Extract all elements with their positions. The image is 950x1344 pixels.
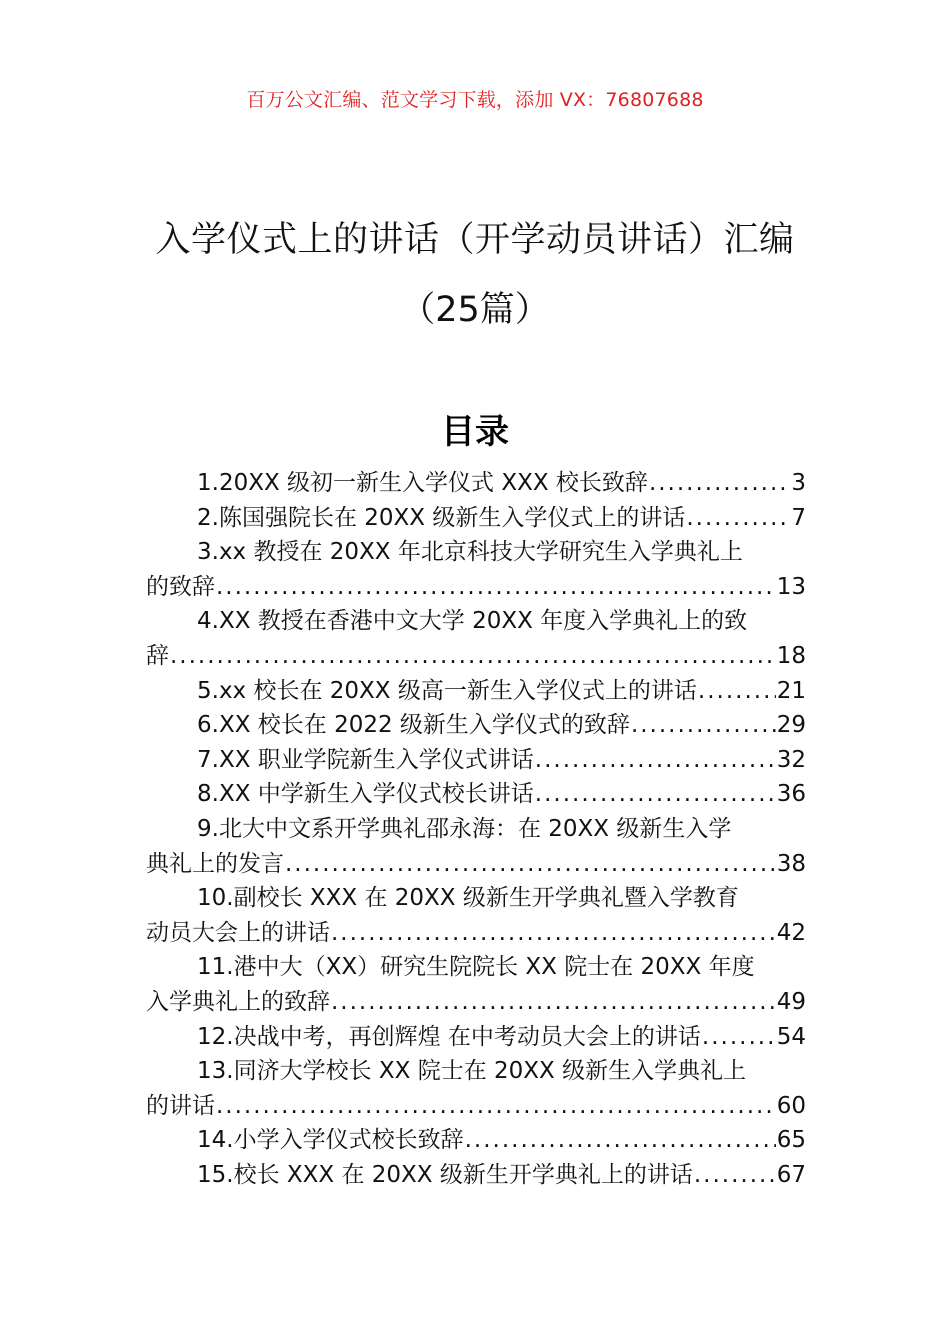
dot-leader	[702, 1020, 776, 1055]
dot-leader	[285, 847, 776, 882]
toc-entry-title: 8.XX 中学新生入学仪式校长讲话	[197, 781, 534, 808]
toc-entry[interactable]	[146, 812, 806, 881]
document-subtitle: （25篇）	[400, 290, 550, 330]
toc-page-number: 13	[776, 573, 806, 600]
toc-entry[interactable]	[146, 535, 806, 604]
toc-page-number: 36	[776, 781, 806, 808]
toc-entry-title: 10.副校长 XXX 在 20XX 级新生开学典礼暨入学教育	[197, 885, 739, 912]
toc-entry-title: 13.同济大学校长 XX 院士在 20XX 级新生入学典礼上	[197, 1058, 747, 1085]
toc-entry[interactable]	[146, 777, 806, 812]
toc-entry-title: 4.XX 教授在香港中文大学 20XX 年度入学典礼上的致	[197, 608, 748, 635]
toc-page-number: 3	[791, 470, 806, 496]
toc-entry[interactable]	[146, 743, 806, 778]
toc-entry[interactable]	[146, 1020, 806, 1055]
toc-entry-title: 1.20XX 级初一新生入学仪式 XXX 校长致辞	[197, 470, 648, 496]
toc-page-number: 65	[776, 1127, 806, 1154]
dot-leader	[631, 708, 776, 743]
toc-page-number: 32	[776, 746, 806, 773]
toc-entry-title: 15.校长 XXX 在 20XX 级新生开学典礼上的讲话	[197, 1161, 693, 1188]
toc-entry-title: 2.陈国强院长在 20XX 级新生入学仪式上的讲话	[197, 504, 686, 531]
dot-leader	[331, 916, 776, 951]
toc-entry-title-continued: 的致辞	[146, 573, 215, 600]
table-of-contents	[146, 466, 806, 1192]
toc-entry-title: 11.港中大（XX）研究生院院长 XX 院士在 20XX 年度	[197, 954, 755, 981]
dot-leader	[535, 777, 776, 812]
dot-leader	[686, 501, 790, 536]
toc-page-number: 49	[776, 988, 806, 1015]
toc-page-number: 38	[776, 850, 806, 877]
toc-entry[interactable]	[146, 1158, 806, 1193]
toc-entry[interactable]	[146, 1123, 806, 1158]
toc-entry[interactable]	[146, 604, 806, 673]
toc-entry[interactable]	[146, 950, 806, 1019]
toc-entry-title: 3.xx 教授在 20XX 年北京科技大学研究生入学典礼上	[197, 539, 743, 566]
toc-page-number: 29	[776, 712, 806, 739]
toc-entry-title: 9.北大中文系开学典礼邵永海：在 20XX 级新生入学	[197, 815, 732, 842]
toc-entry[interactable]	[146, 1054, 806, 1123]
toc-entry-title-continued: 辞	[146, 642, 169, 669]
toc-entry[interactable]	[146, 466, 806, 501]
toc-page-number: 54	[776, 1023, 806, 1050]
dot-leader	[698, 674, 776, 709]
dot-leader	[535, 743, 776, 778]
watermark-banner: 百万公文汇编、范文学习下载，添加 VX：76807688	[246, 89, 704, 111]
toc-entry[interactable]	[146, 674, 806, 709]
toc-entry-title: 5.xx 校长在 20XX 级高一新生入学仪式上的讲话	[197, 677, 697, 704]
dot-leader	[465, 1123, 776, 1158]
toc-entry-title: 12.决战中考，再创辉煌 在中考动员大会上的讲话	[197, 1023, 701, 1050]
toc-entry-title-continued: 典礼上的发言	[146, 850, 284, 877]
toc-page-number: 60	[776, 1092, 806, 1119]
dot-leader	[331, 985, 776, 1020]
toc-entry-title-continued: 入学典礼上的致辞	[146, 988, 330, 1015]
toc-page-number: 42	[776, 919, 806, 946]
toc-page-number: 18	[776, 642, 806, 669]
toc-page-number: 7	[791, 504, 806, 531]
toc-entry-title: 6.XX 校长在 2022 级新生入学仪式的致辞	[197, 712, 630, 739]
toc-heading: 目录	[441, 412, 509, 452]
toc-entry-title: 14.小学入学仪式校长致辞	[197, 1127, 464, 1154]
dot-leader	[694, 1158, 776, 1193]
toc-entry[interactable]	[146, 881, 806, 950]
toc-entry[interactable]	[146, 708, 806, 743]
dot-leader	[170, 639, 776, 674]
toc-entry[interactable]	[146, 501, 806, 536]
dot-leader	[649, 466, 790, 501]
dot-leader	[216, 570, 776, 605]
toc-page-number: 21	[776, 677, 806, 704]
document-title: 入学仪式上的讲话（开学动员讲话）汇编	[155, 220, 795, 260]
toc-entry-title: 7.XX 职业学院新生入学仪式讲话	[197, 746, 534, 773]
toc-entry-title-continued: 的讲话	[146, 1092, 215, 1119]
toc-entry-title-continued: 动员大会上的讲话	[146, 919, 330, 946]
toc-page-number: 67	[776, 1161, 806, 1188]
dot-leader	[216, 1089, 776, 1124]
